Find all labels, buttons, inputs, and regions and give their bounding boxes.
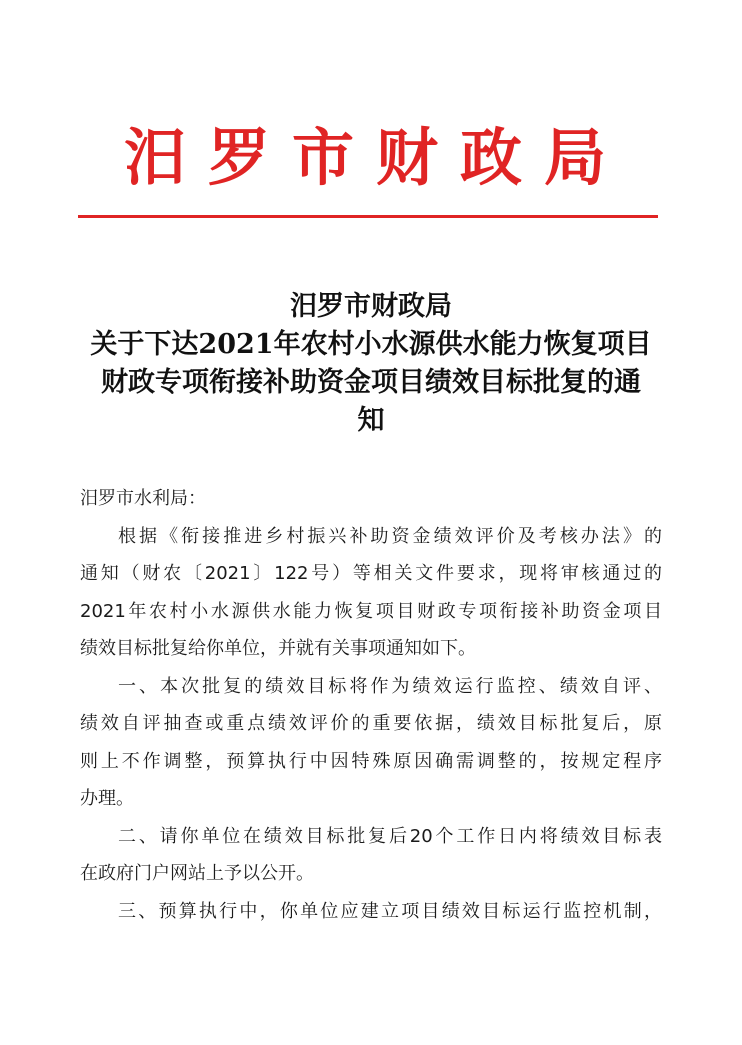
paragraph-line: 2021年农村小水源供水能力恢复项目财政专项衔接补助资金项目: [80, 600, 662, 622]
title-line: 知: [357, 405, 385, 436]
paragraph-line: 一、本次批复的绩效目标将作为绩效运行监控、绩效自评、: [118, 675, 662, 697]
paragraph-line: 在政府门户网站上予以公开。: [80, 863, 314, 884]
letterhead-red-rule: [78, 215, 658, 218]
paragraph-item-2: [80, 818, 662, 893]
document-body: [80, 480, 662, 930]
paragraph-line: 绩效自评抽查或重点绩效评价的重要依据，绩效目标批复后，原: [80, 713, 662, 734]
paragraph-line: 通知（财农〔2021〕122号）等相关文件要求，现将审核通过的: [80, 563, 662, 584]
title-line: 财政专项衔接补助资金项目绩效目标批复的通: [101, 367, 641, 398]
paragraph-line: 则上不作调整，预算执行中因特殊原因确需调整的，按规定程序: [80, 750, 662, 772]
paragraph-basis: [80, 518, 662, 668]
paragraph-line: 根据《衔接推进乡村振兴补助资金绩效评价及考核办法》的: [118, 525, 662, 547]
paragraph-line: 绩效目标批复给你单位，并就有关事项通知如下。: [80, 638, 476, 659]
salutation: 汨罗市水利局：: [80, 488, 206, 509]
paragraph-line: 办理。: [80, 788, 134, 809]
title-line: 汨罗市财政局: [290, 291, 452, 322]
title-line: 关于下达2021年农村小水源供水能力恢复项目: [90, 329, 652, 360]
paragraph-item-1: [80, 668, 662, 818]
paragraph-line: 二、请你单位在绩效目标批复后20个工作日内将绩效目标表: [118, 825, 662, 847]
document-title: [60, 288, 682, 440]
paragraph-item-3: [80, 893, 662, 931]
paragraph-line: 三、预算执行中，你单位应建立项目绩效目标运行监控机制，: [118, 900, 662, 922]
letterhead-organization: 汨罗市财政局: [123, 121, 628, 194]
